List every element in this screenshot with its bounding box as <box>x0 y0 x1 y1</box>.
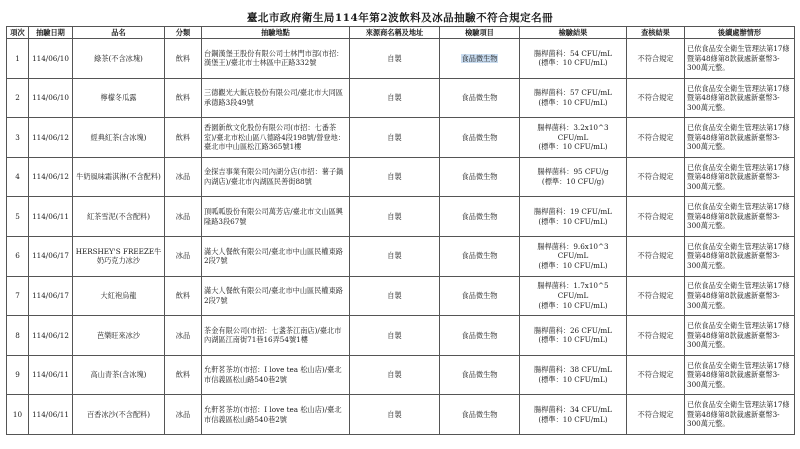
row-number-cell: 8 <box>7 316 29 356</box>
column-header: 抽驗日期 <box>29 27 73 39</box>
test-item-cell: 食品微生物 <box>440 276 520 316</box>
table-row <box>7 395 795 435</box>
inspection-location-cell: 滿大人餐飲有限公司/臺北市中山區民權東路2段7號 <box>202 276 350 316</box>
source-cell: 自製 <box>350 276 440 316</box>
followup-cell: 已依食品安全衛生管理法第17條暨第48條第8款裁處新臺幣3-300萬元整。 <box>685 355 795 395</box>
row-number-cell: 1 <box>7 39 29 79</box>
category-cell: 冰品 <box>165 157 202 197</box>
table-row <box>7 355 795 395</box>
check-result-cell: 不符合規定 <box>627 157 685 197</box>
source-cell: 自製 <box>350 197 440 237</box>
column-header: 抽驗地點 <box>202 27 350 39</box>
test-result-cell: 腸桿菌科：54 CFU/mL (標準：10 CFU/mL) <box>520 39 627 79</box>
test-result-cell: 腸桿菌科：26 CFU/mL (標準：10 CFU/mL) <box>520 316 627 356</box>
column-header: 項次 <box>7 27 29 39</box>
row-number-cell: 3 <box>7 118 29 158</box>
column-header: 品名 <box>73 27 165 39</box>
product-name-cell: 紅茶雪泥(不含配料) <box>73 197 165 237</box>
row-number-cell: 10 <box>7 395 29 435</box>
row-number-cell: 5 <box>7 197 29 237</box>
column-header: 檢驗結果 <box>520 27 627 39</box>
table-header-row <box>7 27 795 39</box>
column-header: 查核結果 <box>627 27 685 39</box>
table-row <box>7 197 795 237</box>
row-number-cell: 4 <box>7 157 29 197</box>
check-result-cell: 不符合規定 <box>627 78 685 118</box>
inspection-location-cell: 頂呱呱股份有限公司萬芳店/臺北市文山區興隆路3段67號 <box>202 197 350 237</box>
page-title: 臺北市政府衛生局114年第2波飲料及冰品抽驗不符合規定名冊 <box>246 12 554 24</box>
check-result-cell: 不符合規定 <box>627 355 685 395</box>
table-row <box>7 236 795 276</box>
product-name-cell: 牛奶風味霜淇淋(不含配料) <box>73 157 165 197</box>
test-item-cell: 食品微生物 <box>440 316 520 356</box>
test-result-cell: 腸桿菌科：95 CFU/g (標準：10 CFU/g) <box>520 157 627 197</box>
check-result-cell: 不符合規定 <box>627 236 685 276</box>
test-item-cell: 食品微生物 <box>440 78 520 118</box>
category-cell: 飲料 <box>165 276 202 316</box>
check-result-cell: 不符合規定 <box>627 395 685 435</box>
followup-cell: 已依食品安全衛生管理法第17條暨第48條第8款裁處新臺幣3-300萬元整。 <box>685 118 795 158</box>
test-result-cell: 腸桿菌科：19 CFU/mL (標準：10 CFU/mL) <box>520 197 627 237</box>
inspection-location-cell: 茶金有限公司(市招：七盞茶江南店)/臺北市內湖區江南街71巷16弄54號1樓 <box>202 316 350 356</box>
inspection-date-cell: 114/06/11 <box>29 355 73 395</box>
test-item-cell <box>440 39 520 79</box>
followup-cell: 已依食品安全衛生管理法第17條暨第48條第8款裁處新臺幣3-300萬元整。 <box>685 395 795 435</box>
row-number-cell: 7 <box>7 276 29 316</box>
check-result-cell: 不符合規定 <box>627 39 685 79</box>
row-number-cell: 2 <box>7 78 29 118</box>
inspection-date-cell: 114/06/10 <box>29 78 73 118</box>
category-cell: 冰品 <box>165 316 202 356</box>
source-cell: 自製 <box>350 157 440 197</box>
product-name-cell: 大紅袍烏龍 <box>73 276 165 316</box>
column-header: 檢驗項目 <box>440 27 520 39</box>
product-name-cell: 檸檬冬瓜露 <box>73 78 165 118</box>
source-cell: 自製 <box>350 395 440 435</box>
category-cell: 冰品 <box>165 197 202 237</box>
followup-cell: 已依食品安全衛生管理法第17條暨第48條第8款裁處新臺幣3-300萬元整。 <box>685 236 795 276</box>
test-result-cell: 腸桿菌科：1.7x10^5 CFU/mL (標準：10 CFU/mL) <box>520 276 627 316</box>
followup-cell: 已依食品安全衛生管理法第17條暨第48條第8款裁處新臺幣3-300萬元整。 <box>685 157 795 197</box>
followup-cell: 已依食品安全衛生管理法第17條暨第48條第8款裁處新臺幣3-300萬元整。 <box>685 276 795 316</box>
table-row <box>7 157 795 197</box>
test-result-cell: 腸桿菌科：3.2x10^3 CFU/mL (標準：10 CFU/mL) <box>520 118 627 158</box>
source-cell: 自製 <box>350 236 440 276</box>
inspection-date-cell: 114/06/10 <box>29 39 73 79</box>
category-cell: 冰品 <box>165 236 202 276</box>
row-number-cell: 6 <box>7 236 29 276</box>
column-header: 分類 <box>165 27 202 39</box>
column-header: 後續處辦情形 <box>685 27 795 39</box>
table-row <box>7 118 795 158</box>
row-number-cell: 9 <box>7 355 29 395</box>
source-cell: 自製 <box>350 316 440 356</box>
table-row <box>7 276 795 316</box>
inspection-date-cell: 114/06/17 <box>29 276 73 316</box>
product-name-cell: HERSHEY'S FREEZE牛奶巧克力冰沙 <box>73 236 165 276</box>
test-result-cell: 腸桿菌科：34 CFU/mL (標準：10 CFU/mL) <box>520 395 627 435</box>
source-cell: 自製 <box>350 39 440 79</box>
test-result-cell: 腸桿菌科：38 CFU/mL (標準：10 CFU/mL) <box>520 355 627 395</box>
test-item-cell: 食品微生物 <box>440 395 520 435</box>
inspection-date-cell: 114/06/11 <box>29 197 73 237</box>
inspection-date-cell: 114/06/12 <box>29 316 73 356</box>
category-cell: 飲料 <box>165 78 202 118</box>
inspection-date-cell: 114/06/17 <box>29 236 73 276</box>
category-cell: 冰品 <box>165 395 202 435</box>
inspection-date-cell: 114/06/12 <box>29 157 73 197</box>
check-result-cell: 不符合規定 <box>627 118 685 158</box>
inspection-location-cell: 香園新飲文化股份有限公司(市招：七番茶室)/臺北市松山區八德路4段198號/營登地：臺北市中山區松江路365號1樓 <box>202 118 350 158</box>
product-name-cell: 綠茶(不含冰塊) <box>73 39 165 79</box>
source-cell: 自製 <box>350 78 440 118</box>
category-cell: 飲料 <box>165 355 202 395</box>
followup-cell: 已依食品安全衛生管理法第17條暨第48條第8款裁處新臺幣3-300萬元整。 <box>685 316 795 356</box>
inspection-location-cell: 金探吉事業有限公司內湖分店(市招：薯子鍋內湖店)/臺北市內湖區民善街88號 <box>202 157 350 197</box>
inspection-location-cell: 台鋼漢堡王股份有限公司士林門市部(市招：漢堡王)/臺北市士林區中正路332號 <box>202 39 350 79</box>
table-body <box>7 39 795 435</box>
test-item-cell: 食品微生物 <box>440 118 520 158</box>
test-item-cell: 食品微生物 <box>440 157 520 197</box>
check-result-cell: 不符合規定 <box>627 197 685 237</box>
inspection-location-cell: 允軒茗茶坊(市招：I love tea 松山店)/臺北市信義區松山路540巷2號 <box>202 395 350 435</box>
inspection-location-cell: 允軒茗茶坊(市招：I love tea 松山店)/臺北市信義區松山路540巷2號 <box>202 355 350 395</box>
inspection-location-cell: 滿大人餐飲有限公司/臺北市中山區民權東路2段7號 <box>202 236 350 276</box>
table-row <box>7 316 795 356</box>
column-header: 來源商名稱及地址 <box>350 27 440 39</box>
test-result-cell: 腸桿菌科：9.6x10^3 CFU/mL (標準：10 CFU/mL) <box>520 236 627 276</box>
category-cell: 飲料 <box>165 118 202 158</box>
product-name-cell: 百香冰沙(不含配料) <box>73 395 165 435</box>
followup-cell: 已依食品安全衛生管理法第17條暨第48條第8款裁處新臺幣3-300萬元整。 <box>685 39 795 79</box>
category-cell: 飲料 <box>165 39 202 79</box>
check-result-cell: 不符合規定 <box>627 276 685 316</box>
table-row <box>7 39 795 79</box>
check-result-cell: 不符合規定 <box>627 316 685 356</box>
inspection-location-cell: 三德觀光大飯店股份有限公司/臺北市大同區承德路3段49號 <box>202 78 350 118</box>
test-item-cell: 食品微生物 <box>440 197 520 237</box>
followup-cell: 已依食品安全衛生管理法第17條暨第48條第8款裁處新臺幣3-300萬元整。 <box>685 78 795 118</box>
inspection-date-cell: 114/06/12 <box>29 118 73 158</box>
test-item-cell: 食品微生物 <box>440 236 520 276</box>
product-name-cell: 經典紅茶(含冰塊) <box>73 118 165 158</box>
source-cell: 自製 <box>350 118 440 158</box>
table-row <box>7 78 795 118</box>
source-cell: 自製 <box>350 355 440 395</box>
inspection-date-cell: 114/06/11 <box>29 395 73 435</box>
followup-cell: 已依食品安全衛生管理法第17條暨第48條第8款裁處新臺幣3-300萬元整。 <box>685 197 795 237</box>
test-result-cell: 腸桿菌科：57 CFU/mL (標準：10 CFU/mL) <box>520 78 627 118</box>
highlighted-text: 食品微生物 <box>461 53 498 63</box>
inspection-table <box>6 26 795 435</box>
product-name-cell: 芭樂旺來冰沙 <box>73 316 165 356</box>
product-name-cell: 高山青茶(含冰塊) <box>73 355 165 395</box>
test-item-cell: 食品微生物 <box>440 355 520 395</box>
